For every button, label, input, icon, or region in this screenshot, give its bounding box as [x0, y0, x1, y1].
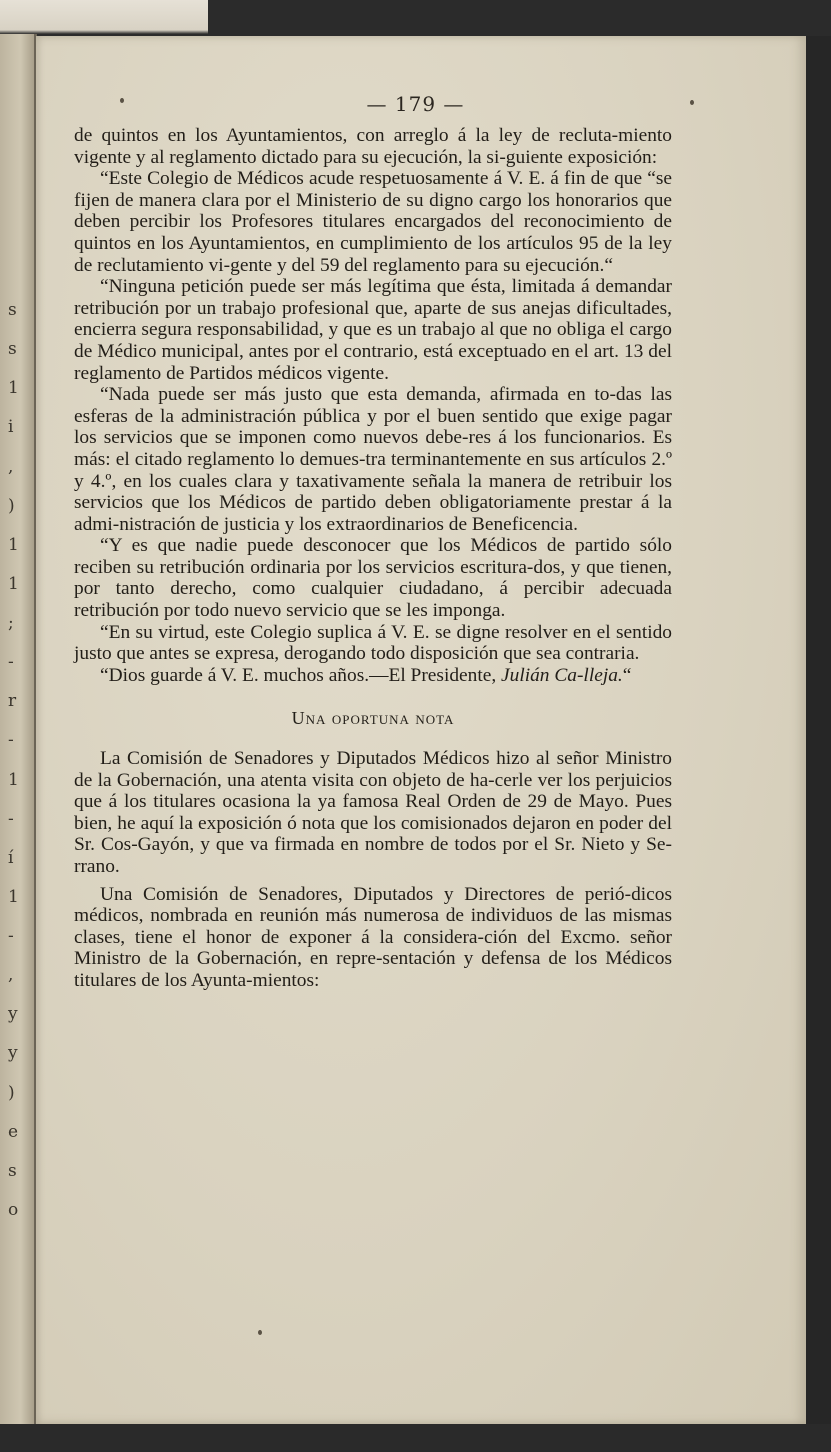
facing-page-character: - — [8, 730, 14, 751]
body-text — [74, 125, 672, 992]
facing-page-character: - — [8, 926, 14, 947]
paragraph: de quintos en los Ayuntamientos, con arreglo á la ley de recluta-miento vigente y al reglamento dictado para su ejecución, la si-guiente exposición: — [74, 125, 672, 168]
facing-page-character: s — [8, 339, 17, 360]
facing-page-character: r — [8, 691, 17, 712]
facing-page-character: 1 — [8, 886, 19, 907]
facing-page-character: , — [8, 456, 14, 477]
paragraph: “Ninguna petición puede ser más legítima que ésta, limitada á demandar retribución por un trabajo profesional que, aparte de sus anejas dificultades, encierra segura responsabilidad, y que es un trabajo al que no obliga el cargo de Médico municipal, antes por el contrario, está exceptuado en el art. 13 del reglamento de Partidos médicos vigente. — [74, 276, 672, 384]
paragraph: “En su virtud, este Colegio suplica á V. E. se digne resolver en el sentido justo que antes se expresa, derogando todo disposición que sea contraria. — [74, 621, 672, 665]
paragraph: “Nada puede ser más justo que esta demanda, afirmada en to-das las esferas de la administración pública y por el buen sentido que exige pagar los servicios que se imponen como nuevos debe-res á los funcionarios. Es más: el citado reglamento lo demues-tra terminantemente en sus artículos 2.º y 4.º, en los cuales clara y taxativamente señala la manera de retribuir los servicios que los Médicos de partido deben obligatoriamente prestar á la admi-nistración de justicia y los extraordinarios de Beneficencia. — [74, 384, 672, 535]
bottom-background — [0, 1424, 831, 1452]
paragraph: La Comisión de Senadores y Diputados Médicos hizo al señor Ministro de la Gobernación, una atenta visita con objeto de ha-cerle ver los perjuicios que á los titulares ocasiona la ya famosa Real Orden de 29 de Mayo. Pues bien, he aquí la exposición ó nota que los comisionados dejaron en poder del Sr. Cos-Gayón, y que va firmada en nombre de todos por el Sr. Nieto y Se-rrano. — [74, 748, 672, 877]
facing-page-edge — [0, 34, 37, 1426]
facing-page-character: o — [8, 1200, 19, 1220]
facing-page-character: s — [8, 300, 17, 320]
facing-page-character: í — [8, 847, 14, 868]
facing-page-character: - — [8, 652, 14, 673]
facing-page-character: 1 — [8, 378, 19, 399]
closing-text: “Dios guarde á V. E. muchos años.—El Presidente, — [100, 664, 502, 686]
facing-page-character: s — [8, 1160, 17, 1181]
top-edge — [0, 0, 831, 38]
page-number: — 179 — — [366, 92, 465, 116]
facing-page-character: y — [8, 1043, 18, 1064]
facing-page-character: ) — [8, 495, 15, 516]
section-heading: Una oportuna nota — [291, 708, 455, 729]
facing-page-character: - — [8, 808, 14, 829]
facing-page-character: 1 — [8, 573, 19, 594]
facing-page-character: ; — [8, 613, 14, 634]
facing-page-character: e — [8, 1121, 19, 1142]
facing-page-character: i — [8, 417, 14, 438]
facing-page-character: y — [8, 1004, 18, 1025]
paragraph: “Este Colegio de Médicos acude respetuosamente á V. E. á fin de que “se fijen de manera clara por el Ministerio de su digno cargo los honorarios que deben percibir los Profesores titulares encargados del reconocimiento de quintos en los Ayuntamientos, en cumplimiento de los artículos 95 de la ley de reclutamiento vi-gente y del 59 del reglamento para su ejecución.“ — [74, 168, 672, 276]
facing-page-character: ) — [8, 1082, 15, 1103]
closing-paragraph — [74, 665, 672, 687]
facing-page-character: 1 — [8, 534, 19, 555]
closing-quote: “ — [622, 664, 632, 686]
right-background — [806, 36, 831, 1452]
paragraph: Una Comisión de Senadores, Diputados y Directores de perió-dicos médicos, nombrada en reunión más numerosa de individuos de las mismas clases, tiene el honor de exponer á la considera-ción del Excmo. señor Ministro de la Gobernación, en repre-sentación y defensa de los Médicos titulares de los Ayunta-mientos: — [74, 883, 672, 991]
signature: Julián Ca-lleja. — [501, 664, 623, 686]
facing-page-character: 1 — [8, 769, 19, 790]
paragraph: “Y es que nadie puede desconocer que los Médicos de partido sólo reciben su retribución ordinaria por los servicios escritura-dos, y que tienen, por tanto derecho, como cualquier ciudadano, á percibir adecuada retribución por todo nuevo servicio que se les imponga. — [74, 535, 672, 622]
speck — [258, 1330, 262, 1335]
facing-page-character: , — [8, 965, 14, 986]
